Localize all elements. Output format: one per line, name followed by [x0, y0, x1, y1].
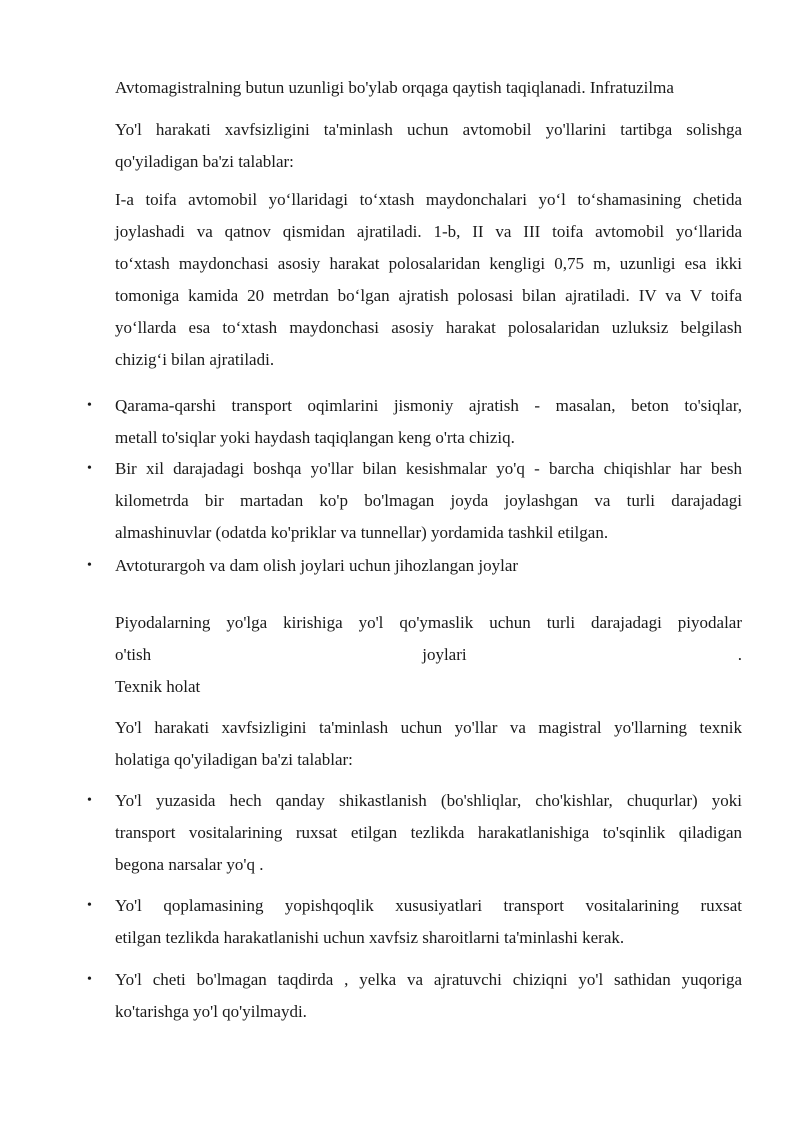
list-item-line: begona narsalar yo'q . [115, 855, 264, 874]
paragraph-technical-requirements [115, 712, 742, 776]
list-item [115, 785, 742, 881]
list-item [115, 550, 742, 582]
list-item-line: Avtoturargoh va dam olish joylari uchun jihozlangan joylar [115, 556, 519, 575]
paragraph-line: to‘xtash maydonchasi asosiy harakat polosalaridan kengligi 0,75 m, uzunligi esa ikki [115, 254, 742, 273]
list-item-line: almashinuvlar (odatda ko'priklar va tunnellar) yordamida tashkil etilgan. [115, 523, 609, 542]
list-item-line: Yo'l yuzasida hech qanday shikastlanish (bo'shliqlar, cho'kishlar, chuqurlar) yoki [115, 791, 742, 810]
paragraph-line: Yo'l harakati xavfsizligini ta'minlash uchun yo'llar va magistral yo'llarning texnik [115, 718, 742, 737]
list-item [115, 890, 742, 954]
paragraph-line [115, 639, 742, 671]
paragraph-line: joylashadi va qatnov qismidan ajratiladi. 1-b, II va III toifa avtomobil yo‘llarida [115, 222, 742, 241]
paragraph-line: qo'yiladigan ba'zi talablar: [115, 152, 294, 171]
paragraph-line: tomoniga kamida 20 metrdan bo‘lgan ajratish polosasi bilan ajratiladi. IV va V toifa [115, 286, 742, 305]
list-item [115, 453, 742, 549]
paragraph-line: Piyodalarning yo'lga kirishiga yo'l qo'ymaslik uchun turli darajadagi piyodalar [115, 613, 742, 632]
list-item-line: transport vositalarining ruxsat etilgan tezlikda harakatlanishiga to'sqinlik qiladigan [115, 823, 742, 842]
list-item [115, 964, 742, 1028]
word-period: . [737, 645, 742, 664]
intro-line [115, 72, 742, 104]
list-item-line: Qarama-qarshi transport oqimlarini jismoniy ajratish - masalan, beton to'siqlar, [115, 396, 742, 415]
bullet-icon: • [87, 972, 92, 987]
list-item-line: metall to'siqlar yoki haydash taqiqlangan keng o'rta chiziq. [115, 428, 515, 447]
list-item [115, 390, 742, 454]
paragraph-line: holatiga qo'yiladigan ba'zi talablar: [115, 750, 353, 769]
intro-text: Avtomagistralning butun uzunligi bo'ylab orqaga qaytish taqiqlanadi. Infratuzilma [115, 78, 674, 97]
bullet-icon: • [87, 898, 92, 913]
word-joylari: joylari [422, 645, 467, 664]
bullet-icon: • [87, 793, 92, 808]
paragraph-pedestrian [115, 607, 742, 703]
paragraph-road-categories [115, 184, 742, 376]
bullet-icon: • [87, 558, 92, 573]
word-otish: o'tish [115, 645, 152, 664]
paragraph-line: chizig‘i bilan ajratiladi. [115, 350, 275, 369]
list-item-line: ko'tarishga yo'l qo'yilmaydi. [115, 1002, 307, 1021]
paragraph-line: yo‘llarda esa to‘xtash maydonchasi asosiy harakat polosalaridan uzluksiz belgilash [115, 318, 742, 337]
list-item-line: etilgan tezlikda harakatlanishi uchun xavfsiz sharoitlarni ta'minlashi kerak. [115, 928, 625, 947]
list-item-line: kilometrda bir martadan ko'p bo'lmagan joyda joylashgan va turli darajadagi [115, 491, 742, 510]
bullet-icon: • [87, 398, 92, 413]
section-heading-technical: Texnik holat [115, 677, 201, 696]
list-item-line: Yo'l cheti bo'lmagan taqdirda , yelka va ajratuvchi chiziqni yo'l sathidan yuqoriga [115, 970, 742, 989]
list-item-line: Yo'l qoplamasining yopishqoqlik xususiyatlari transport vositalarining ruxsat [115, 896, 742, 915]
list-item-line: Bir xil darajadagi boshqa yo'llar bilan kesishmalar yo'q - barcha chiqishlar har besh [115, 459, 742, 478]
paragraph-line: I-a toifa avtomobil yo‘llaridagi to‘xtash maydonchalari yo‘l to‘shamasining chetida [115, 190, 742, 209]
paragraph-road-requirements [115, 114, 742, 178]
bullet-icon: • [87, 461, 92, 476]
paragraph-line: Yo'l harakati xavfsizligini ta'minlash uchun avtomobil yo'llarini tartibga solishga [115, 120, 742, 139]
